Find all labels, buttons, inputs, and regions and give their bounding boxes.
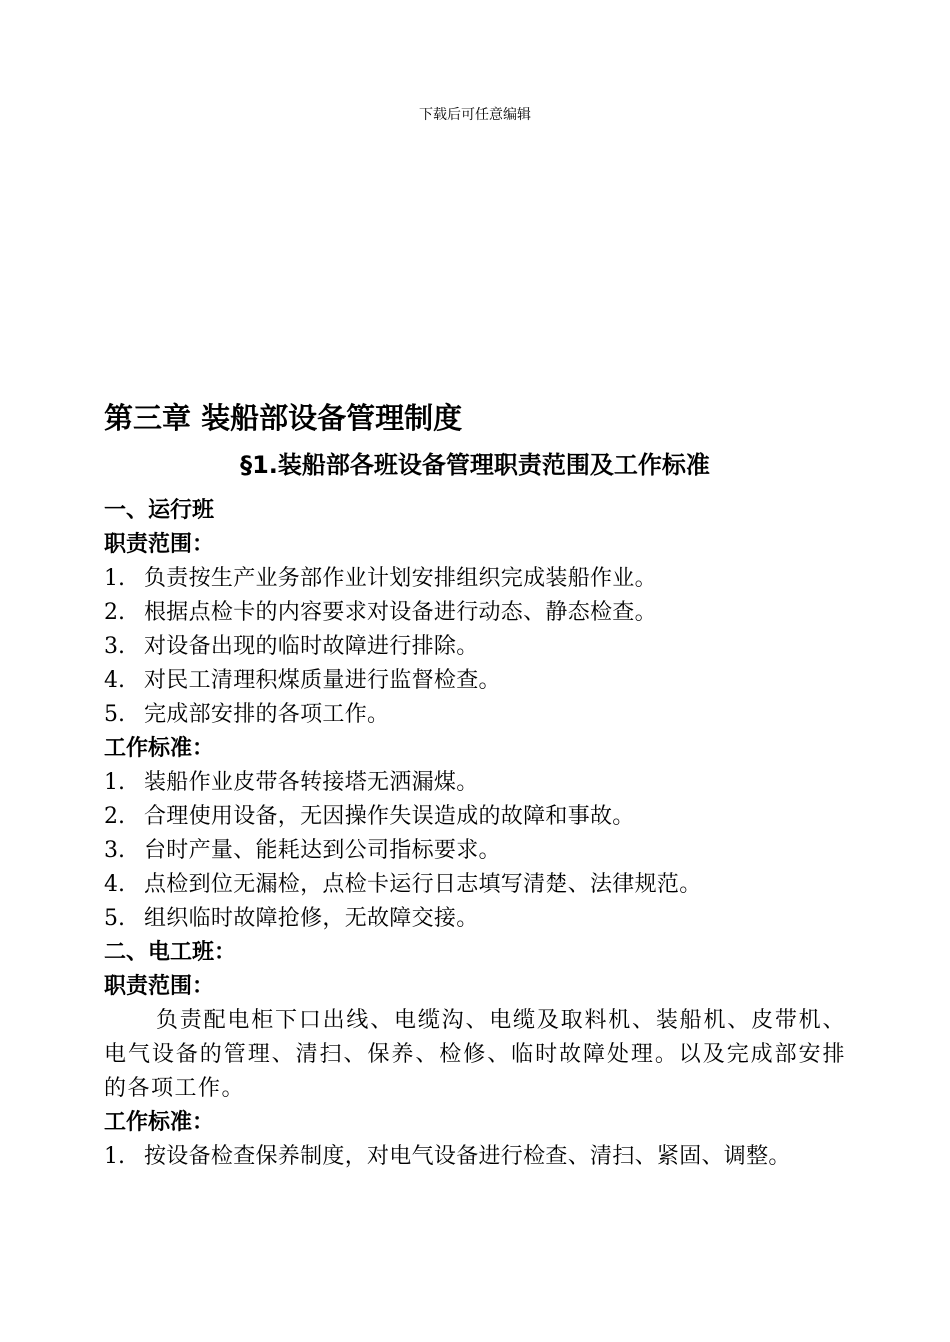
part1-duties-list [104, 562, 846, 732]
list-number: 2. [104, 804, 125, 829]
list-item [104, 596, 846, 630]
document-body [104, 398, 846, 1174]
list-text: 合理使用设备，无因操作失误造成的故障和事故。 [144, 804, 635, 829]
list-item [104, 664, 846, 698]
chapter-title: 第三章 装船部设备管理制度 [104, 401, 463, 435]
part1-section [104, 494, 846, 936]
list-item [104, 630, 846, 664]
list-number: 1. [104, 770, 125, 795]
list-text: 对民工清理积煤质量进行监督检查。 [144, 668, 501, 693]
part1-duties-heading: 职责范围： [104, 532, 215, 557]
list-item [104, 902, 846, 936]
list-number: 2. [104, 600, 125, 625]
list-item [104, 698, 846, 732]
part2-title: 二、电工班： [104, 940, 237, 965]
list-number: 4. [104, 872, 125, 897]
list-item [104, 868, 846, 902]
section-title: §1.装船部各班设备管理职责范围及工作标准 [240, 451, 710, 479]
list-number: 3. [104, 838, 125, 863]
header-note: 下载后可任意编辑 [419, 107, 531, 123]
list-item [104, 766, 846, 800]
list-item [104, 800, 846, 834]
part2-duties-heading: 职责范围： [104, 974, 215, 999]
list-number: 1. [104, 1144, 125, 1169]
list-text: 点检到位无漏检，点检卡运行日志填写清楚、法律规范。 [144, 872, 702, 897]
list-number: 3. [104, 634, 125, 659]
list-item [104, 834, 846, 868]
part2-standards-heading: 工作标准： [104, 1110, 215, 1135]
list-number: 4. [104, 668, 125, 693]
part2-duties-paragraph: 负责配电柜下口出线、电缆沟、电缆及取料机、装船机、皮带机、电气设备的管理、清扫、保养、检修、临时故障处理。以及完成部安排的各项工作。 [104, 1008, 846, 1101]
list-text: 完成部安排的各项工作。 [144, 702, 390, 727]
list-text: 对设备出现的临时故障进行排除。 [144, 634, 479, 659]
list-text: 装船作业皮带各转接塔无洒漏煤。 [144, 770, 479, 795]
part2-section [104, 936, 846, 1174]
list-text: 根据点检卡的内容要求对设备进行动态、静态检查。 [144, 600, 657, 625]
list-text: 组织临时故障抢修，无故障交接。 [144, 906, 479, 931]
part1-standards-heading: 工作标准： [104, 736, 215, 761]
list-text: 负责按生产业务部作业计划安排组织完成装船作业。 [144, 566, 657, 591]
list-number: 5. [104, 906, 125, 931]
part2-standards-list [104, 1140, 846, 1174]
list-text: 按设备检查保养制度，对电气设备进行检查、清扫、紧固、调整。 [144, 1144, 791, 1169]
list-item [104, 1140, 846, 1174]
list-number: 5. [104, 702, 125, 727]
list-text: 台时产量、能耗达到公司指标要求。 [144, 838, 501, 863]
part1-title: 一、运行班 [104, 498, 215, 523]
part1-standards-list [104, 766, 846, 936]
list-item [104, 562, 846, 596]
list-number: 1. [104, 566, 125, 591]
